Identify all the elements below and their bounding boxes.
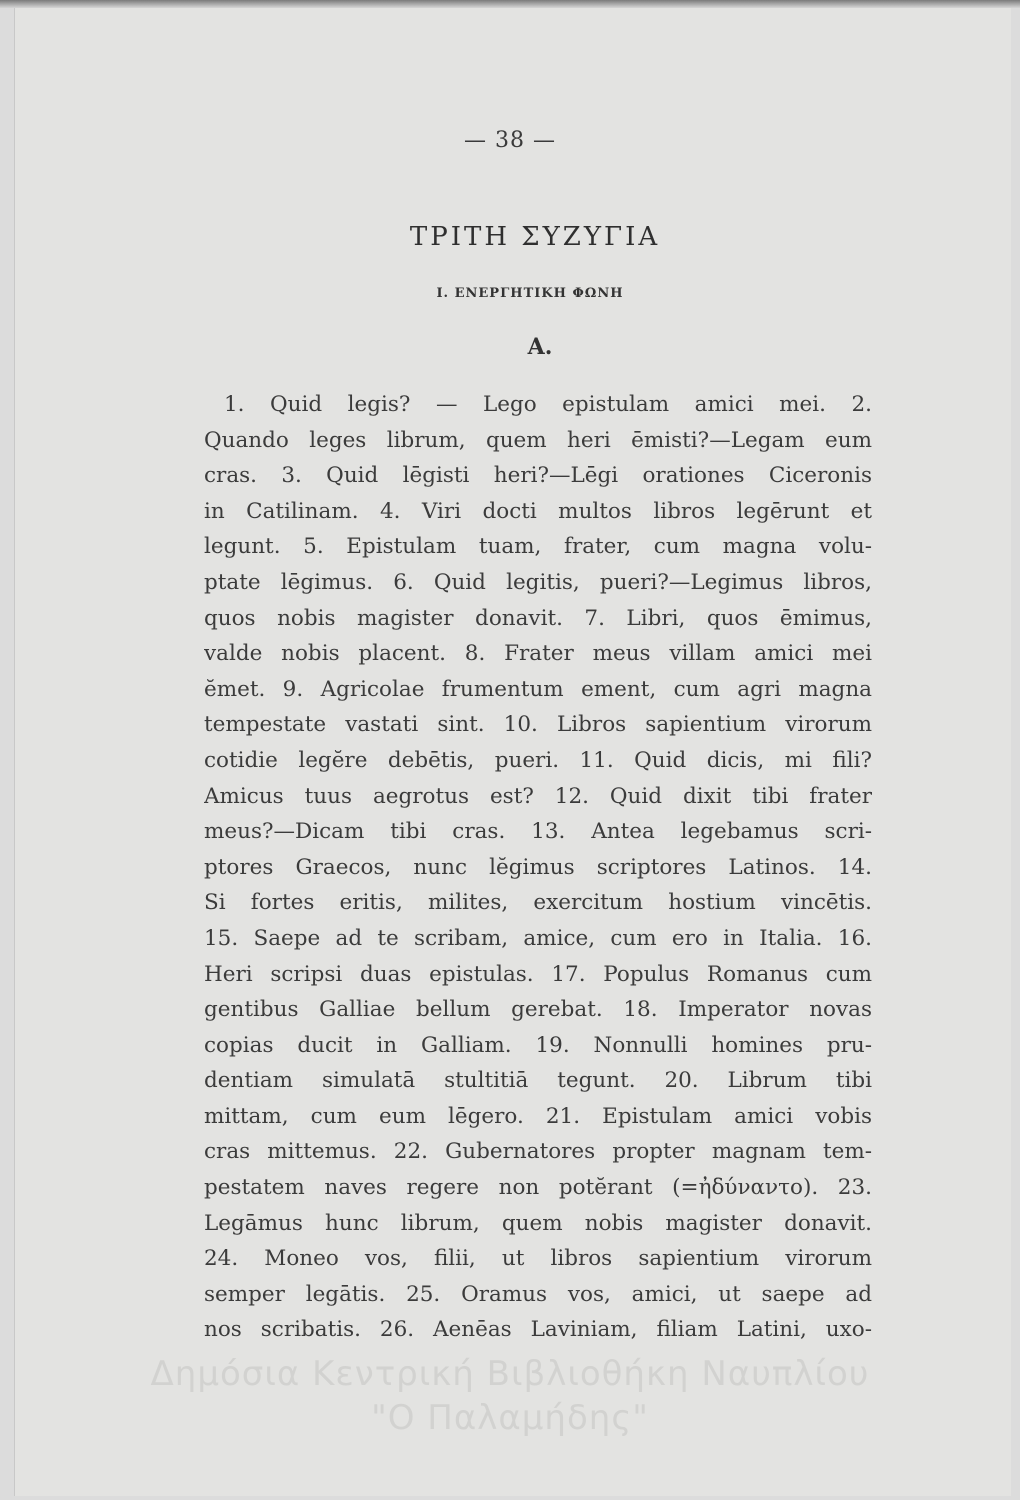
text-line: 1. Quid legis? — Lego epistulam amici mei. 2. bbox=[224, 392, 872, 417]
text-line: Heri scripsi duas epistulas. 17. Populus Romanus cum bbox=[204, 961, 872, 987]
text-line: legunt. 5. Epistulam tuam, frater, cum magna volu- bbox=[204, 534, 872, 560]
text-line: meus?—Dicam tibi cras. 13. Antea legebamus scri- bbox=[204, 819, 872, 845]
text-line: cotidie legĕre debētis, pueri. 11. Quid dicis, mi fili? bbox=[204, 747, 872, 773]
text-line: ptores Graecos, nunc lĕgimus scriptores Latinos. 14. bbox=[204, 854, 872, 880]
text-line: cras mittemus. 22. Gubernatores propter magnam tem- bbox=[204, 1139, 872, 1165]
chapter-title: ΤΡΙΤΗ ΣΥΖΥΓΙΑ bbox=[409, 222, 661, 252]
text-line: gentibus Galliae bellum gerebat. 18. Imperator novas bbox=[204, 997, 872, 1023]
text-line: copias ducit in Galliam. 19. Nonnulli homines pru- bbox=[204, 1032, 872, 1058]
text-line: in Catilinam. 4. Viri docti multos libros legērunt et bbox=[204, 498, 872, 524]
section-label: A. bbox=[527, 334, 553, 360]
watermark-line-2: "Ο Παλαμήδης" bbox=[371, 1398, 649, 1438]
text-line: Si fortes eritis, milites, exercitum hostium vincētis. bbox=[204, 890, 872, 916]
chapter-subtitle: I. ΕΝΕΡΓΗΤΙΚΗ ΦΩΝΗ bbox=[436, 286, 624, 301]
text-line: Amicus tuus aegrotus est? 12. Quid dixit tibi frater bbox=[204, 783, 872, 809]
text-line: pestatem naves regere non potĕrant (=ἠδύναντο). 23. bbox=[204, 1175, 872, 1201]
text-line: cras. 3. Quid lēgisti heri?—Lēgi orationes Ciceronis bbox=[204, 463, 872, 489]
text-line: semper legātis. 25. Oramus vos, amici, ut saepe ad bbox=[204, 1281, 872, 1307]
text-line: ptate lēgimus. 6. Quid legitis, pueri?—Legimus libros, bbox=[204, 569, 872, 595]
text-line: tempestate vastati sint. 10. Libros sapientium virorum bbox=[204, 712, 872, 738]
page-number: — 38 — bbox=[464, 128, 556, 153]
text-line: quos nobis magister donavit. 7. Libri, quos ēmimus, bbox=[204, 605, 872, 631]
page-top-edge bbox=[0, 0, 1020, 8]
text-line: dentiam simulatā stultitiā tegunt. 20. Librum tibi bbox=[204, 1068, 872, 1094]
watermark-line-1: Δημόσια Κεντρική Βιβλιοθήκη Ναυπλίου bbox=[150, 1354, 870, 1394]
text-line: nos scribatis. 26. Aenēas Laviniam, filiam Latini, uxo- bbox=[204, 1317, 872, 1343]
text-line: 24. Moneo vos, filii, ut libros sapientium virorum bbox=[204, 1246, 872, 1272]
text-line: 15. Saepe ad te scribam, amice, cum ero in Italia. 16. bbox=[204, 925, 872, 951]
text-line: ĕmet. 9. Agricolae frumentum ement, cum agri magna bbox=[204, 676, 872, 702]
library-watermark bbox=[0, 1352, 1020, 1440]
text-line: valde nobis placent. 8. Frater meus villam amici mei bbox=[204, 641, 872, 667]
text-line: Legāmus hunc librum, quem nobis magister donavit. bbox=[204, 1210, 872, 1236]
text-line: mittam, cum eum lēgero. 21. Epistulam amici vobis bbox=[204, 1103, 872, 1129]
text-line: Quando leges librum, quem heri ēmisti?—Legam eum bbox=[204, 427, 872, 453]
exercise-text bbox=[204, 387, 872, 1348]
